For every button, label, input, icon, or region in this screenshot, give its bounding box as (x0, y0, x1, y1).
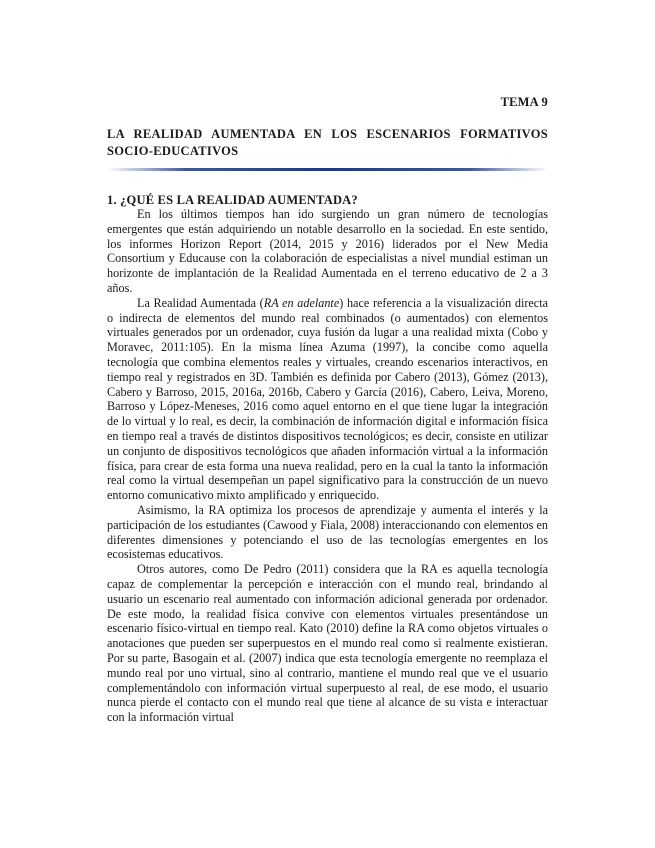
topic-label: TEMA 9 (500, 95, 548, 109)
paragraph-2-rest: ) hace referencia a la visualización directa o indirecta de elementos del mundo real combinados (o aumentados) con elementos virtuales generados por un ordenador, cuya fusión da lugar a una realidad mixta (Cobo y Moravec, 2011:105). En la misma línea Azuma (1997), la concibe como aquella tecnología que combina elementos reales y virtuales, creando escenarios interactivos, en tiempo real y registrados en 3D. También es definida por Cabero (2013), Gómez (2013), Cabero y Barroso, 2015, 2016a, 2016b, Cabero y García (2016), Cabero, Leiva, Moreno, Barroso y López-Meneses, 2016 como aquel entorno en el que tiene lugar la integración de lo virtual y lo real, es decir, la combinación de información digital e información física en tiempo real a través de distintos dispositivos tecnológicos; es decir, consiste en utilizar un conjunto de dispositivos tecnológicos que añaden información virtual a la información física, para crear de esta forma una nueva realidad, pero en la cual la tanto la información real como la virtual desempeñan un papel significativo para la construcción de un nuevo entorno comunicativo mixto amplificado y enriquecido. (107, 295, 548, 503)
paragraph-2-italic: RA en adelante (263, 295, 340, 310)
section-heading: 1. ¿QUÉ ES LA REALIDAD AUMENTADA? (107, 193, 358, 207)
paragraph-3: Asimismo, la RA optimiza los procesos de aprendizaje y aumenta el interés y la participación de los estudiantes (Cawood y Fiala, 2008) interaccionando con elementos en diferentes dimensiones y potenciando el uso de las tecnologías emergentes en los ecosistemas educativos. (107, 502, 548, 562)
paragraph-2-start: La Realidad Aumentada ( (137, 295, 264, 310)
chapter-title: LA REALIDAD AUMENTADA EN LOS ESCENARIOS FORMATIVOS SOCIO-EDUCATIVOS (107, 127, 548, 158)
body-text (107, 207, 548, 725)
paragraph-2 (107, 296, 548, 503)
title-divider (107, 168, 548, 171)
paragraph-4: Otros autores, como De Pedro (2011) considera que la RA es aquella tecnología capaz de complementar la percepción e interacción con el mundo real, brindando al usuario un escenario real aumentado con información adicional generada por ordenador. De este modo, la realidad física convive con elementos virtuales presentándose un escenario físico-virtual en tiempo real. Kato (2010) define la RA como objetos virtuales o anotaciones que pueden ser superpuestos en el mundo real como si realmente existieran. Por su parte, Basogain et al. (2007) indica que esta tecnología emergente no reemplaza el mundo real por uno virtual, sino al contrario, mantiene el mundo real que ve el usuario complementándolo con información virtual superpuesto al real, de ese modo, el usuario nunca pierde el contacto con el mundo real que tiene al alcance de su vista e interactuar con la información virtual (107, 562, 548, 725)
paragraph-1: En los últimos tiempos han ido surgiendo un gran número de tecnologías emergentes que están adquiriendo un notable desarrollo en la sociedad. En este sentido, los informes Horizon Report (2014, 2015 y 2016) liderados por el New Media Consortium y Educause con la colaboración de especialistas a nivel mundial estiman un horizonte de implantación de la Realidad Aumentada en el terreno educativo de 2 a 3 años. (107, 207, 548, 295)
